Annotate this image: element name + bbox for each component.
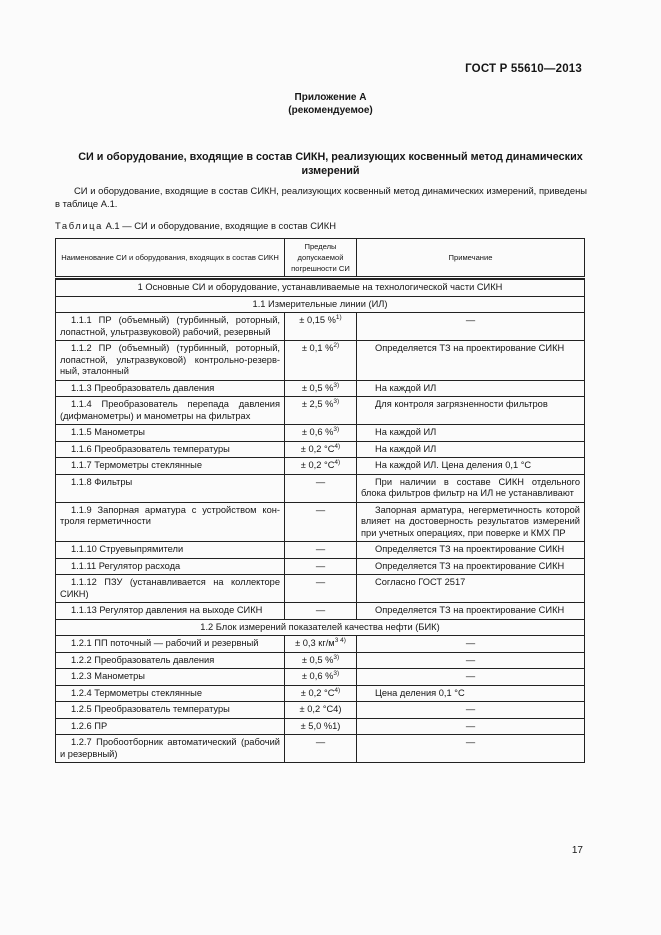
error-limit: — xyxy=(315,737,326,747)
equipment-name: 1.2.6 ПР xyxy=(56,718,285,735)
error-limit: ± 0,2 °С xyxy=(300,460,335,470)
error-limit: ± 0,3 кг/м xyxy=(295,638,335,648)
section-title: СИ и оборудование, входящие в состав СИКН, реализующих косвенный метод динамических измерений xyxy=(78,151,583,177)
error-limit-cell xyxy=(285,718,357,735)
equipment-note: — xyxy=(357,652,585,669)
error-limit-cell xyxy=(285,425,357,442)
error-limit-cell xyxy=(285,441,357,458)
page-number: 17 xyxy=(571,845,583,856)
table-row xyxy=(56,341,585,381)
error-limit: ± 5,0 %1) xyxy=(300,720,341,731)
table-row xyxy=(56,558,585,575)
error-limit-cell xyxy=(285,397,357,425)
header-name: Наименование СИ и оборудования, входящих в состав СИКН xyxy=(56,239,285,278)
footnote-ref: 3) xyxy=(333,653,340,661)
table-caption-text: А.1 — СИ и оборудование, входящие в состав СИКН xyxy=(102,220,336,231)
equipment-name: 1.1.11 Регулятор расхода xyxy=(56,558,285,575)
table-row xyxy=(56,380,585,397)
table-row xyxy=(56,652,585,669)
equipment-note: На каждой ИЛ. Цена деления 0,1 °С xyxy=(357,458,585,475)
error-limit: ± 0,6 % xyxy=(301,671,334,681)
equipment-note: Согласно ГОСТ 2517 xyxy=(357,575,585,603)
error-limit: ± 0,5 % xyxy=(301,654,334,665)
error-limit: ± 0,5 % xyxy=(301,382,334,393)
equipment-name: 1.2.2 Преобразователь давления xyxy=(56,652,285,669)
equipment-note: На каждой ИЛ xyxy=(357,425,585,442)
table-row xyxy=(56,735,585,763)
equipment-name: 1.1.5 Манометры xyxy=(56,425,285,442)
equipment-note: — xyxy=(357,735,585,763)
equipment-name: 1.1.8 Фильтры xyxy=(56,474,285,502)
footnote-ref: 3) xyxy=(333,425,340,433)
table-header-row xyxy=(56,239,585,278)
equipment-name: 1.1.13 Регулятор давления на выходе СИКН xyxy=(56,603,285,620)
equipment-note: Определяется ТЗ на проектирование СИКН xyxy=(357,603,585,620)
appendix-title: Приложение А xyxy=(294,92,367,103)
table-row xyxy=(56,313,585,341)
error-limit-cell xyxy=(285,685,357,702)
equipment-note: — xyxy=(357,702,585,719)
footnote-ref: 3 4) xyxy=(334,636,346,644)
error-limit-cell xyxy=(285,502,357,542)
header-error: Пределы допускаемой погрешности СИ xyxy=(285,239,357,278)
error-limit: — xyxy=(315,544,326,554)
footnote-ref: 2) xyxy=(333,341,340,349)
equipment-name: 1.2.1 ПП поточный — рабочий и резервный xyxy=(56,636,285,653)
equipment-note: Цена деления 0,1 °С xyxy=(357,685,585,702)
equipment-note: На каждой ИЛ xyxy=(357,380,585,397)
equipment-note: — xyxy=(357,718,585,735)
table-row xyxy=(56,636,585,653)
equipment-note: Для контроля загрязненности фильтров xyxy=(357,397,585,425)
equipment-note: — xyxy=(357,636,585,653)
table-row xyxy=(56,458,585,475)
equipment-note: — xyxy=(357,313,585,341)
footnote-ref: 4) xyxy=(334,442,341,450)
table-row xyxy=(56,542,585,559)
equipment-name: 1.1.6 Преобразователь температуры xyxy=(56,441,285,458)
footnote-ref: 4) xyxy=(334,686,341,694)
subsection-row xyxy=(56,296,585,313)
table-row xyxy=(56,685,585,702)
table-row xyxy=(56,502,585,542)
equipment-name: 1.1.3 Преобразователь давления xyxy=(56,380,285,397)
footnote-ref: 3) xyxy=(333,669,340,677)
error-limit-cell xyxy=(285,636,357,653)
subsection-heading: 1.1 Измерительные линии (ИЛ) xyxy=(56,296,585,313)
error-limit: ± 0,2 °С4) xyxy=(299,704,342,714)
equipment-name: 1.1.4 Преобразователь перепада давления (дифманометры) и манометры на фильтрах xyxy=(56,397,285,425)
error-limit-cell xyxy=(285,380,357,397)
equipment-name: 1.2.4 Термометры стеклянные xyxy=(56,685,285,702)
footnote-ref: 3) xyxy=(333,397,340,405)
table-caption xyxy=(55,220,336,231)
equipment-name: 1.1.9 Запорная арматура с устройством контроля герметичности xyxy=(56,502,285,542)
header-note: Примечание xyxy=(357,239,585,278)
table-row xyxy=(56,425,585,442)
footnote-ref: 4) xyxy=(334,458,341,466)
error-limit-cell xyxy=(285,313,357,341)
subsection-heading: 1.2 Блок измерений показателей качества нефти (БИК) xyxy=(56,619,585,636)
error-limit-cell xyxy=(285,669,357,686)
error-limit: — xyxy=(315,476,326,487)
table-row xyxy=(56,669,585,686)
error-limit-cell xyxy=(285,702,357,719)
intro-paragraph: СИ и оборудование, входящие в состав СИКН, реализующих косвенный метод динамических измерений, приведены в таблице А.1. xyxy=(55,185,587,209)
table-row xyxy=(56,702,585,719)
equipment-table xyxy=(55,238,585,763)
error-limit-cell xyxy=(285,652,357,669)
error-limit-cell xyxy=(285,542,357,559)
equipment-name: 1.1.10 Струевыпрямители xyxy=(56,542,285,559)
equipment-note: Определяется ТЗ на проектирование СИКН xyxy=(357,558,585,575)
section-row xyxy=(56,280,585,297)
error-limit-cell xyxy=(285,458,357,475)
table-row xyxy=(56,397,585,425)
error-limit: ± 0,6 % xyxy=(301,427,334,437)
footnote-ref: 1) xyxy=(335,313,342,321)
equipment-name: 1.1.1 ПР (объемный) (турбинный, роторный, лопастной, ультразвуковой) рабочий, резервный xyxy=(56,313,285,341)
error-limit: — xyxy=(315,504,326,515)
equipment-name: 1.1.2 ПР (объемный) (турбинный, роторный, лопастной, ультразвуковой) контрольно-резервный, эталонный xyxy=(56,341,285,381)
error-limit: — xyxy=(315,560,326,571)
subsection-row xyxy=(56,619,585,636)
equipment-name: 1.2.5 Преобразователь температуры xyxy=(56,702,285,719)
document-code: ГОСТ Р 55610—2013 xyxy=(465,63,582,75)
table-caption-prefix: Таблица xyxy=(55,220,103,231)
error-limit-cell xyxy=(285,558,357,575)
error-limit-cell xyxy=(285,474,357,502)
equipment-note: Запорная арматура, негерметичность которой влияет на достоверность результатов измерений при учетных операциях, при поверке и КМХ ПР xyxy=(357,502,585,542)
appendix-subtitle: (рекомендуемое) xyxy=(288,105,373,116)
error-limit: ± 0,2 °С xyxy=(300,687,335,698)
table-row xyxy=(56,474,585,502)
equipment-note: При наличии в составе СИКН отдельного блока фильтров фильтр на ИЛ не устанавливают xyxy=(357,474,585,502)
error-limit-cell xyxy=(285,735,357,763)
error-limit: ± 2,5 % xyxy=(301,399,334,409)
error-limit: ± 0,1 % xyxy=(301,343,334,353)
table-row xyxy=(56,441,585,458)
equipment-name: 1.2.7 Пробоотборник автоматический (рабочий и резервный) xyxy=(56,735,285,763)
error-limit: ± 0,2 °С xyxy=(300,443,335,454)
table-row xyxy=(56,718,585,735)
footnote-ref: 3) xyxy=(333,381,340,389)
error-limit: ± 0,15 % xyxy=(299,315,336,325)
table-row xyxy=(56,603,585,620)
equipment-name: 1.1.12 ПЗУ (устанавливается на коллекторе СИКН) xyxy=(56,575,285,603)
error-limit: — xyxy=(315,577,326,587)
equipment-name: 1.2.3 Манометры xyxy=(56,669,285,686)
error-limit-cell xyxy=(285,603,357,620)
equipment-note: Определяется ТЗ на проектирование СИКН xyxy=(357,341,585,381)
equipment-note: Определяется ТЗ на проектирование СИКН xyxy=(357,542,585,559)
error-limit-cell xyxy=(285,341,357,381)
error-limit-cell xyxy=(285,575,357,603)
section-heading: 1 Основные СИ и оборудование, устанавливаемые на технологической части СИКН xyxy=(56,280,585,297)
equipment-name: 1.1.7 Термометры стеклянные xyxy=(56,458,285,475)
error-limit: — xyxy=(315,605,326,615)
table-row xyxy=(56,575,585,603)
equipment-note: — xyxy=(357,669,585,686)
equipment-note: На каждой ИЛ xyxy=(357,441,585,458)
